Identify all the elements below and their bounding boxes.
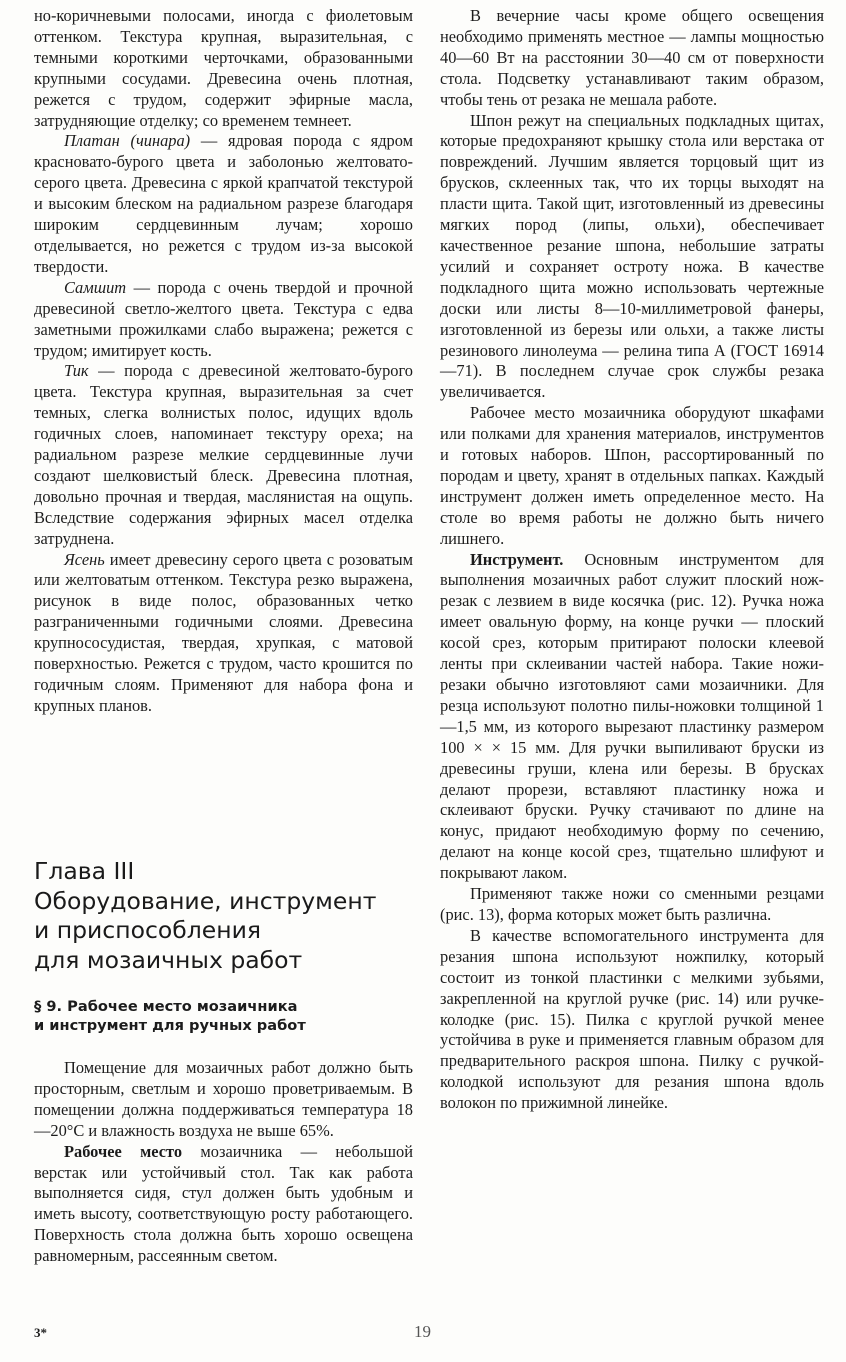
paragraph [34,1142,413,1267]
term: Платан (чинара) [64,131,191,151]
term: Тик [64,361,89,381]
page-number: 19 [414,1322,431,1341]
paragraph-text: — ядровая порода с ядром красновато-бурого цвета и заболонью желтовато-серого цвета. Древесина с яркой крапчатой текстурой и высоким блеском на радиальном разрезе благодаря широким сердцевинным лучам; хорошо отделывается, но режется с трудом из-за высокой твердости. [34,131,413,276]
bold-term: Рабочее место [64,1141,183,1161]
left-column [34,6,413,717]
paragraph: Шпон режут на специальных подкладных щитах, которые предохраняют крышку стола или верстака от повреждений. Лучшим является торцовый щит из брусков, склеенных так, что их торцы выходят на пласти щита. Такой щит, изготовленный из древесины мягких пород (липы, ольхи), обеспечивает качественное резание шпона, небольшие затраты усилий и сохраняет остроту ножа. В качестве подкладного щита можно использовать чертежные доски или листы 8—10-миллиметровой фанеры, изготовленной из березы или ольхи, а также листы резинового линолеума — релина типа А (ГОСТ 16914—71). В последнем случае срок службы резака увеличивается. [440,110,824,402]
paragraph: Рабочее место мозаичника оборудуют шкафами или полками для хранения материалов, инструментов и готовых наборов. Шпон, рассортированный по породам и цвету, хранят в отдельных папках. Каждый инструмент должен иметь определенное место. На столе во время работы не должно быть ничего лишнего. [440,403,824,548]
section-title-line: и инструмент для ручных работ [34,1017,306,1034]
chapter-title-line: для мозаичных работ [34,945,303,974]
paragraph [440,550,824,885]
paragraph-samshit [34,278,413,362]
paragraph-text: мозаичника — небольшой верстак или устойчивый стол. Так как работа выполняется сидя, стул должен быть удобным и иметь высоту, соответствующую росту работающего. Поверхность стола должна быть хорошо освещена равномерным, рассеянным светом. [34,1141,414,1266]
chapter-title-line: Оборудование, инструмент [34,886,377,915]
paragraph: В вечерние часы кроме общего освещения необходимо применять местное — лампы мощностью 40—60 Вт на расстоянии 30—40 см от поверхности стола. Подсветку устанавливают таким образом, чтобы тень от резака не мешала работе. [440,6,824,109]
section-heading [34,997,414,1035]
printer-signature: 3* [34,1325,47,1340]
paragraph-text: — порода с древесиной желтовато-бурого цвета. Текстура крупная, выразительная за счет темных, слегка волнистых полос, идущих вдоль годичных слоев, напоминает текстуру ореха; на радиальном разрезе мелкие сердцевинные лучи создают шелковистый блеск. Древесина плотная, довольно прочная и твердая, маслянистая на ощупь. Вследствие содержания эфирных масел отделка затруднена. [34,361,413,548]
term: Самшит [64,277,127,297]
paragraph: Применяют также ножи со сменными резцами (рис. 13), форма которых может быть различна. [440,884,824,924]
section-title-line: § 9. Рабочее место мозаичника [34,998,298,1015]
chapter-number: Глава III [34,857,135,885]
paragraph: В качестве вспомогательного инструмента для резания шпона используют ножпилку, который состоит из тонкой пластинки с мелкими зубьями, закрепленной на круглой ручке (рис. 14) или ручке-колодке (рис. 15). Пилка с круглой ручкой менее устойчива в руке и применяется главным образом для предварительного раскроя шпона. Пилку с ручкой-колодкой используют для резания шпона вдоль волокон по прижимной линейке. [440,925,824,1113]
paragraph-text: Основным инструментом для выполнения мозаичных работ служит плоский нож-резак с лезвием в виде косячка (рис. 12). Ручка ножа имеет овальную форму, на конце ручки — плоский косой срез, которым притирают полоски клеевой ленты при склеивании частей набора. Такие ножи-резаки обычно изготовляют сами мозаичники. Для резца используют полотно пилы-ножовки толщиной 1—1,5 мм, из которого вырезают пластинку размером 100 × × 15 мм. Для ручки выпиливают бруски из древесины груши, клена или березы. В брусках делают прорези, вставляют пластинку ножа и склеивают бруски. Ручку стачивают по длине на конус, придают необходимую форму по сечению, делают на конце косой срез, тщательно шлифуют и покрывают лаком. [440,549,824,883]
paragraph-text: — порода с очень твердой и прочной древесиной светло-желтого цвета. Текстура с едва заметными прожилками слабо выражена; режется с трудом; имитирует кость. [34,277,413,360]
term: Ясень [64,549,105,569]
paragraph-yasen [34,550,413,717]
bold-term: Инструмент. [470,549,564,569]
right-column [440,6,824,1114]
chapter-heading [34,857,414,975]
paragraph-tik [34,361,413,549]
paragraph-platan [34,131,413,277]
paragraph: Помещение для мозаичных работ должно быть просторным, светлым и хорошо проветриваемым. В помещении должна поддерживаться температура 18—20°С и влажность воздуха не выше 65%. [34,1058,413,1140]
section-body [34,1058,413,1267]
paragraph-text: имеет древесину серого цвета с розоватым или желтоватым оттенком. Текстура резко выражена, рисунок в виде полос, образованных четко разграниченными годичными слоями. Древесина крупнососудистая, твердая, хрупкая, с матовой поверхностью. Режется с трудом, часто крошится по годичным слоям. Применяют для набора фона и крупных планов. [34,549,413,715]
chapter-title-line: и приспособления [34,916,262,944]
paragraph: но-коричневыми полосами, иногда с фиолетовым оттенком. Текстура крупная, выразительная, с темными короткими черточками, образованными крупными сосудами. Древесина очень плотная, режется с трудом, содержит эфирные масла, затрудняющие отделку; со временем темнеет. [34,6,413,130]
